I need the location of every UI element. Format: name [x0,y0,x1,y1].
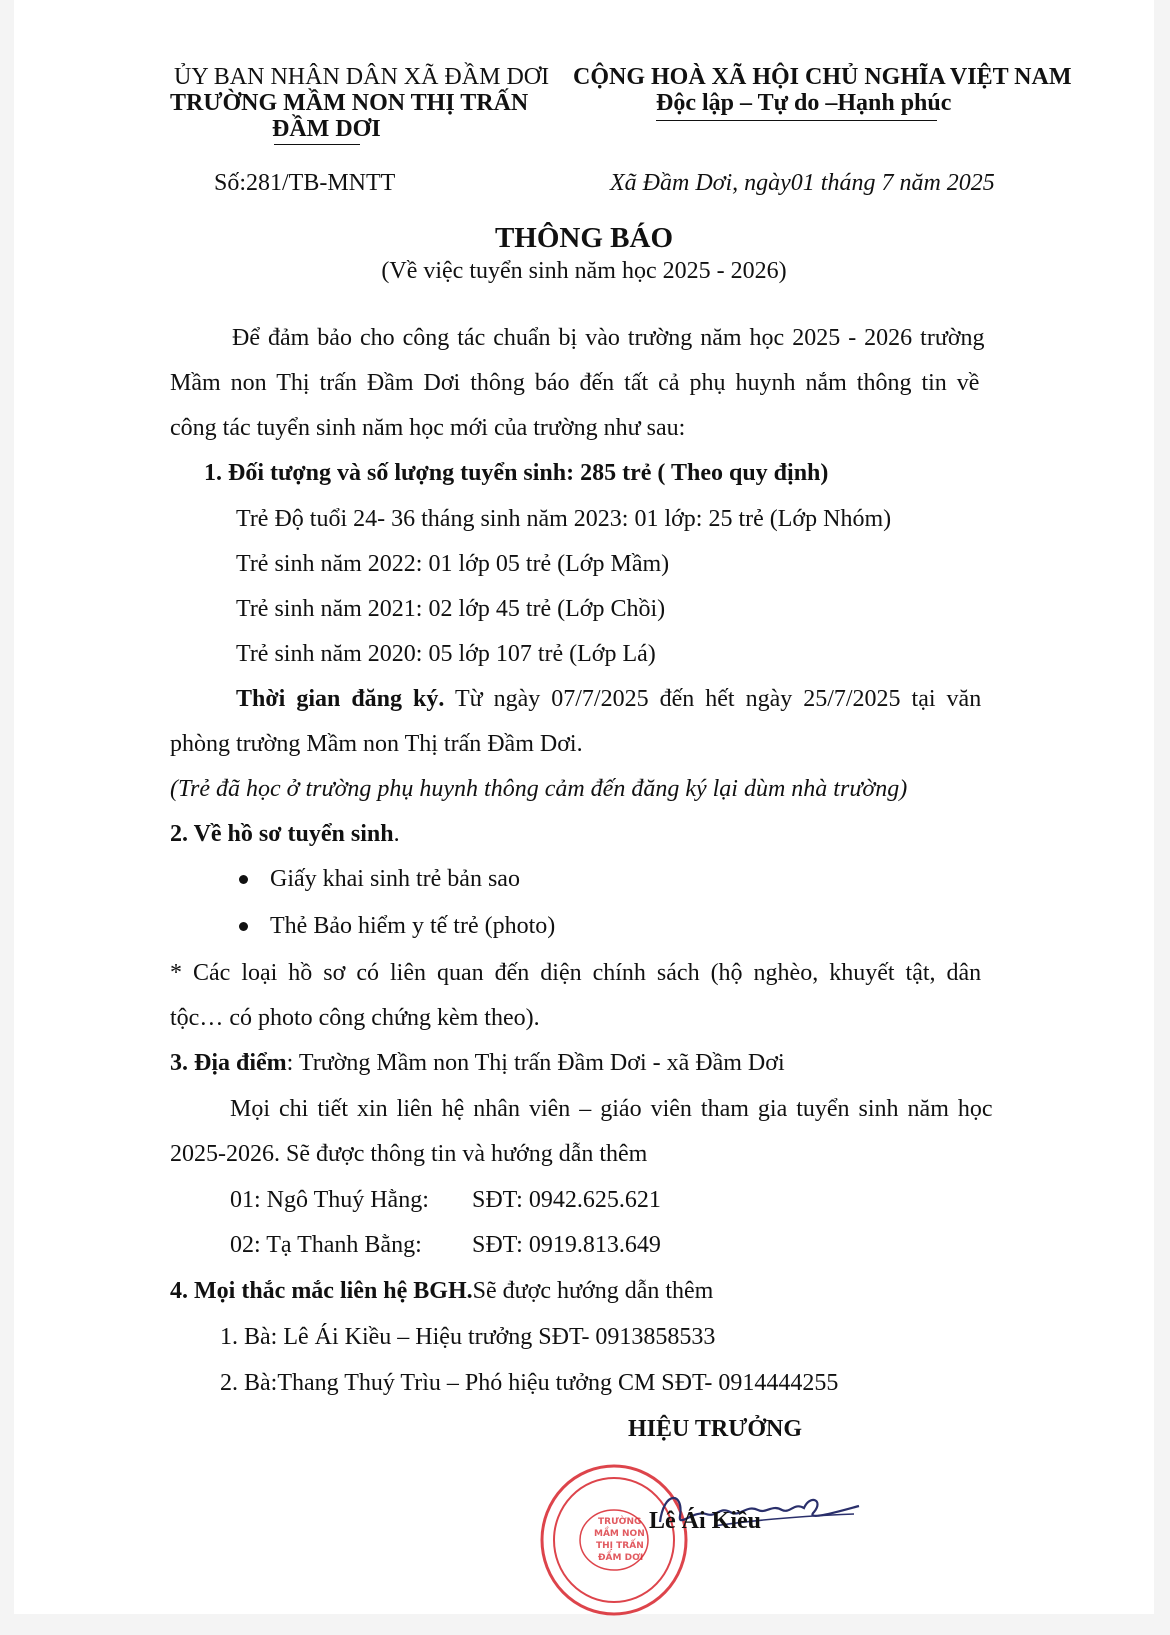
bullet-icon [239,875,248,884]
registration-time-line [236,684,981,714]
section4-text: Sẽ được hướng dẫn thêm [472,1278,714,1304]
header-left-underline [274,144,360,145]
header-left-line1: ỦY BAN NHÂN DÂN XÃ ĐẦM DƠI [174,64,550,90]
section1-note: (Trẻ đã học ở trường phụ huynh thông cảm đến đăng ký lại dùm nhà trường) [170,776,908,802]
bgh-contact: 2. Bà:Thang Thuý Trìu – Phó hiệu tưởng CM SĐT- 0914444255 [220,1370,839,1396]
intro-line-1 [232,323,1049,353]
intro-line-3: công tác tuyển sinh năm học mới của trường như sau: [170,415,686,441]
svg-text:MẦM NON: MẦM NON [594,1529,645,1539]
svg-text:THỊ TRẤN: THỊ TRẤN [596,1541,644,1551]
section4-line [170,1276,713,1306]
signer-name: Lê Ái Kiều [649,1508,761,1534]
section2-note-line2: tộc… có photo công chứng kèm theo). [170,1005,540,1031]
contact-phone: SĐT: 0919.813.649 [472,1232,661,1258]
bullet-icon [239,922,248,931]
header-left-line3: ĐẦM DƠI [272,116,381,142]
header-right-line2: Độc lập – Tự do –Hạnh phúc [656,90,952,116]
document-date: Xã Đầm Dơi, ngày01 tháng 7 năm 2025 [610,170,995,196]
section1-item: Trẻ Độ tuổi 24- 36 tháng sinh năm 2023: 01 lớp: 25 trẻ (Lớp Nhóm) [236,506,892,532]
section4-label: 4. Mọi thắc mắc liên hệ BGH. [170,1278,473,1304]
header-right-underline [656,120,937,121]
section1-heading: 1. Đối tượng và số lượng tuyển sinh: 285 trẻ ( Theo quy định) [204,460,829,486]
contact-name: 02: Tạ Thanh Bằng: [230,1232,422,1258]
contact-name: 01: Ngô Thuý Hằng: [230,1187,429,1213]
section2-heading-line [170,819,400,849]
header-left-line2: TRƯỜNG MẦM NON THỊ TRẤN [170,90,529,116]
section1-item: Trẻ sinh năm 2021: 02 lớp 45 trẻ (Lớp Chồi) [236,596,666,622]
signer-role: HIỆU TRƯỞNG [628,1416,803,1442]
section3-text: : Trường Mầm non Thị trấn Đầm Dơi - xã Đầm Dơi [286,1050,785,1076]
intro-line-2: Mầm non Thị trấn Đầm Dơi thông báo đến tất cả phụ huynh nắm thông tin về [170,370,980,396]
page-subtitle: (Về việc tuyển sinh năm học 2025 - 2026) [381,258,787,284]
contact-line1: Mọi chi tiết xin liên hệ nhân viên – giáo viên tham gia tuyển sinh năm học [230,1096,993,1122]
contact-line2: 2025-2026. Sẽ được thông tin và hướng dẫn thêm [170,1141,648,1167]
header-right-line1: CỘNG HOÀ XÃ HỘI CHỦ NGHĨA VIỆT NAM [573,64,1072,90]
document-required-item: Giấy khai sinh trẻ bản sao [270,866,520,892]
contact-phone: SĐT: 0942.625.621 [472,1187,661,1213]
section2-heading-tail: . [393,821,400,847]
document-required-item: Thẻ Bảo hiểm y tế trẻ (photo) [270,913,556,939]
intro-text-1: Để đảm bảo cho công tác chuẩn bị vào trường năm học 2025 - 2026 trường [232,325,985,351]
document-page [14,0,1154,1614]
section2-heading: 2. Về hồ sơ tuyển sinh [170,821,394,847]
registration-time-text: Từ ngày 07/7/2025 đến hết ngày 25/7/2025 tại văn [444,686,982,712]
section1-item: Trẻ sinh năm 2020: 05 lớp 107 trẻ (Lớp Lá) [236,641,656,667]
page-title: THÔNG BÁO [494,222,674,254]
document-number: Số:281/TB-MNTT [214,170,396,196]
section3-label: 3. Địa điểm [170,1050,287,1076]
svg-text:TRƯỜNG: TRƯỜNG [598,1517,642,1527]
registration-time-label: Thời gian đăng ký. [236,686,445,712]
section3-line [170,1048,785,1078]
bgh-contact: 1. Bà: Lê Ái Kiều – Hiệu trưởng SĐT- 0913858533 [220,1324,716,1350]
svg-text:ĐẦM DƠI: ĐẦM DƠI [598,1553,644,1563]
registration-place: phòng trường Mầm non Thị trấn Đầm Dơi. [170,731,583,757]
section2-note-line1: * Các loại hồ sơ có liên quan đến diện chính sách (hộ nghèo, khuyết tật, dân [170,960,982,986]
section1-item: Trẻ sinh năm 2022: 01 lớp 05 trẻ (Lớp Mầm) [236,551,670,577]
